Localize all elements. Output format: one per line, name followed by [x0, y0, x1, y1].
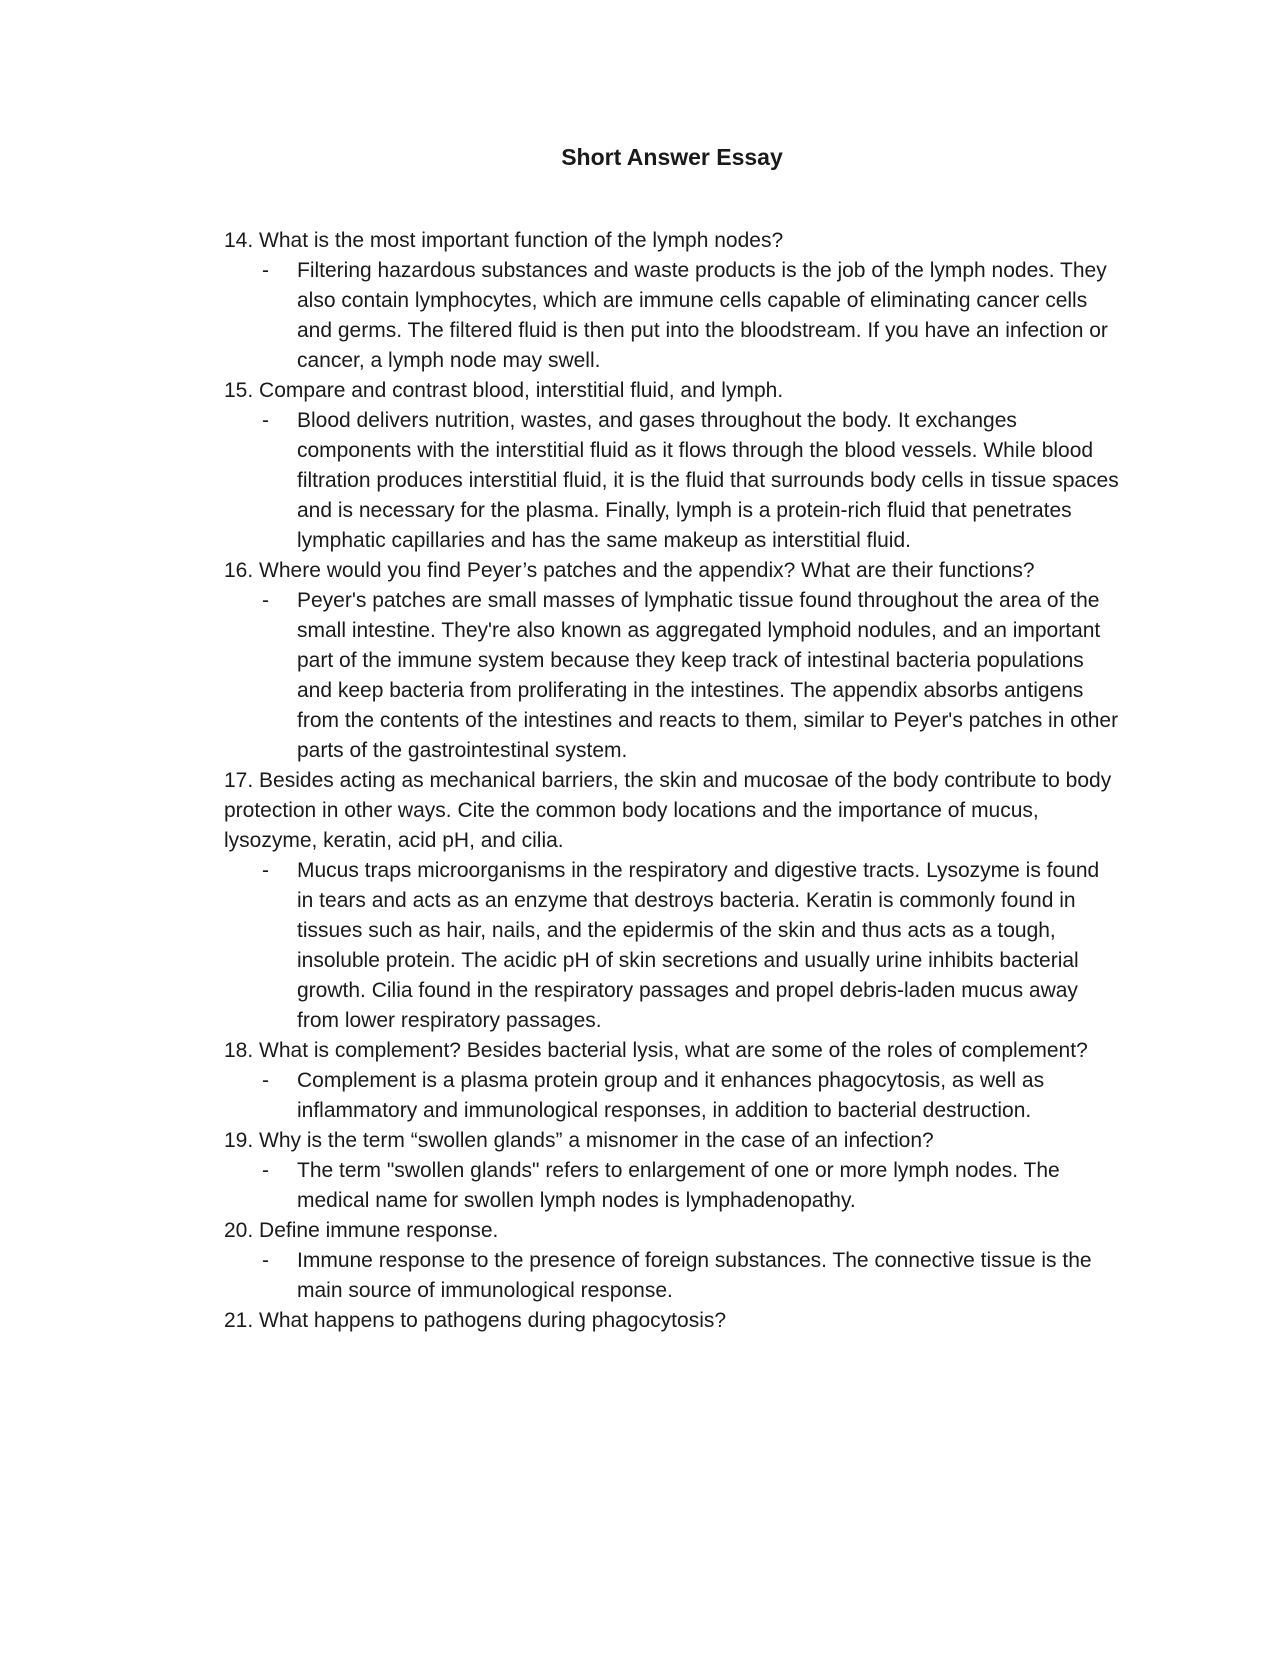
qa-item-17 — [224, 766, 1120, 1036]
question-number: 19. — [224, 1129, 254, 1152]
question-number: 17. — [224, 769, 254, 792]
qa-item-14 — [224, 226, 1120, 376]
qa-item-21 — [224, 1306, 1120, 1336]
answer-text: Mucus traps microorganisms in the respiratory and digestive tracts. Lysozyme is found in tears and acts as an enzyme that destroys bacteria. Keratin is commonly found in tissues such as hair, nails, and the epidermis of the skin and thus acts as a tough, insoluble protein. The acidic pH of skin secretions and usually urine inhibits bacterial growth. Cilia found in the respiratory passages and propel debris-laden mucus away from lower respiratory passages. — [297, 859, 1100, 1032]
answer-17 — [224, 856, 1120, 1036]
question-text: Besides acting as mechanical barriers, the skin and mucosae of the body contribute to body protection in other ways. Cite the common body locations and the importance of mucus, lysozyme, keratin, acid pH, and cilia. — [224, 769, 1112, 852]
qa-item-16 — [224, 556, 1120, 766]
answer-text: Peyer's patches are small masses of lymphatic tissue found throughout the area of the small intestine. They're also known as aggregated lymphoid nodules, and an important part of the immune system because they keep track of intestinal bacteria populations and keep bacteria from proliferating in the intestines. The appendix absorbs antigens from the contents of the intestines and reacts to them, similar to Peyer's patches in other parts of the gastrointestinal system. — [297, 589, 1119, 762]
answer-text: Complement is a plasma protein group and it enhances phagocytosis, as well as inflammatory and immunological responses, in addition to bacterial destruction. — [297, 1069, 1045, 1122]
question-number: 18. — [224, 1039, 254, 1062]
answer-text: Blood delivers nutrition, wastes, and gases throughout the body. It exchanges components with the interstitial fluid as it flows through the blood vessels. While blood filtration produces interstitial fluid, it is the fluid that surrounds body cells in tissue spaces and is necessary for the plasma. Finally, lymph is a protein-rich fluid that penetrates lymphatic capillaries and has the same makeup as interstitial fluid. — [297, 409, 1119, 552]
bullet-dash: - — [262, 259, 269, 282]
answer-text: Immune response to the presence of foreign substances. The connective tissue is the main source of immunological response. — [297, 1249, 1092, 1302]
question-number: 14. — [224, 229, 254, 252]
question-14 — [224, 226, 1120, 256]
qa-item-20 — [224, 1216, 1120, 1306]
question-18 — [224, 1036, 1120, 1066]
qa-item-15 — [224, 376, 1120, 556]
question-17 — [224, 766, 1120, 856]
question-number: 15. — [224, 379, 254, 402]
answer-15 — [224, 406, 1120, 556]
bullet-dash: - — [262, 1249, 269, 1272]
question-20 — [224, 1216, 1120, 1246]
question-text: Where would you find Peyer’s patches and the appendix? What are their functions? — [259, 559, 1035, 582]
question-number: 20. — [224, 1219, 254, 1242]
document-page — [224, 142, 1120, 1336]
question-number: 16. — [224, 559, 254, 582]
bullet-dash: - — [262, 409, 269, 432]
question-16 — [224, 556, 1120, 586]
answer-20 — [224, 1246, 1120, 1306]
bullet-dash: - — [262, 589, 269, 612]
question-19 — [224, 1126, 1120, 1156]
question-text: What is the most important function of the lymph nodes? — [259, 229, 784, 252]
qa-item-18 — [224, 1036, 1120, 1126]
qa-item-19 — [224, 1126, 1120, 1216]
question-text: Define immune response. — [259, 1219, 499, 1242]
question-text: Why is the term “swollen glands” a misnomer in the case of an infection? — [259, 1129, 934, 1152]
question-15 — [224, 376, 1120, 406]
answer-18 — [224, 1066, 1120, 1126]
answer-16 — [224, 586, 1120, 766]
question-21 — [224, 1306, 1120, 1336]
answer-19 — [224, 1156, 1120, 1216]
question-text: What happens to pathogens during phagocytosis? — [259, 1309, 727, 1332]
bullet-dash: - — [262, 1069, 269, 1092]
question-text: Compare and contrast blood, interstitial fluid, and lymph. — [259, 379, 784, 402]
bullet-dash: - — [262, 859, 269, 882]
document-title: Short Answer Essay — [561, 144, 783, 170]
answer-text: The term "swollen glands" refers to enlargement of one or more lymph nodes. The medical name for swollen lymph nodes is lymphadenopathy. — [297, 1159, 1060, 1212]
question-number: 21. — [224, 1309, 254, 1332]
bullet-dash: - — [262, 1159, 269, 1182]
answer-text: Filtering hazardous substances and waste products is the job of the lymph nodes. They also contain lymphocytes, which are immune cells capable of eliminating cancer cells and germs. The filtered fluid is then put into the bloodstream. If you have an infection or cancer, a lymph node may swell. — [297, 259, 1108, 372]
question-text: What is complement? Besides bacterial lysis, what are some of the roles of complement? — [259, 1039, 1088, 1062]
answer-14 — [224, 256, 1120, 376]
